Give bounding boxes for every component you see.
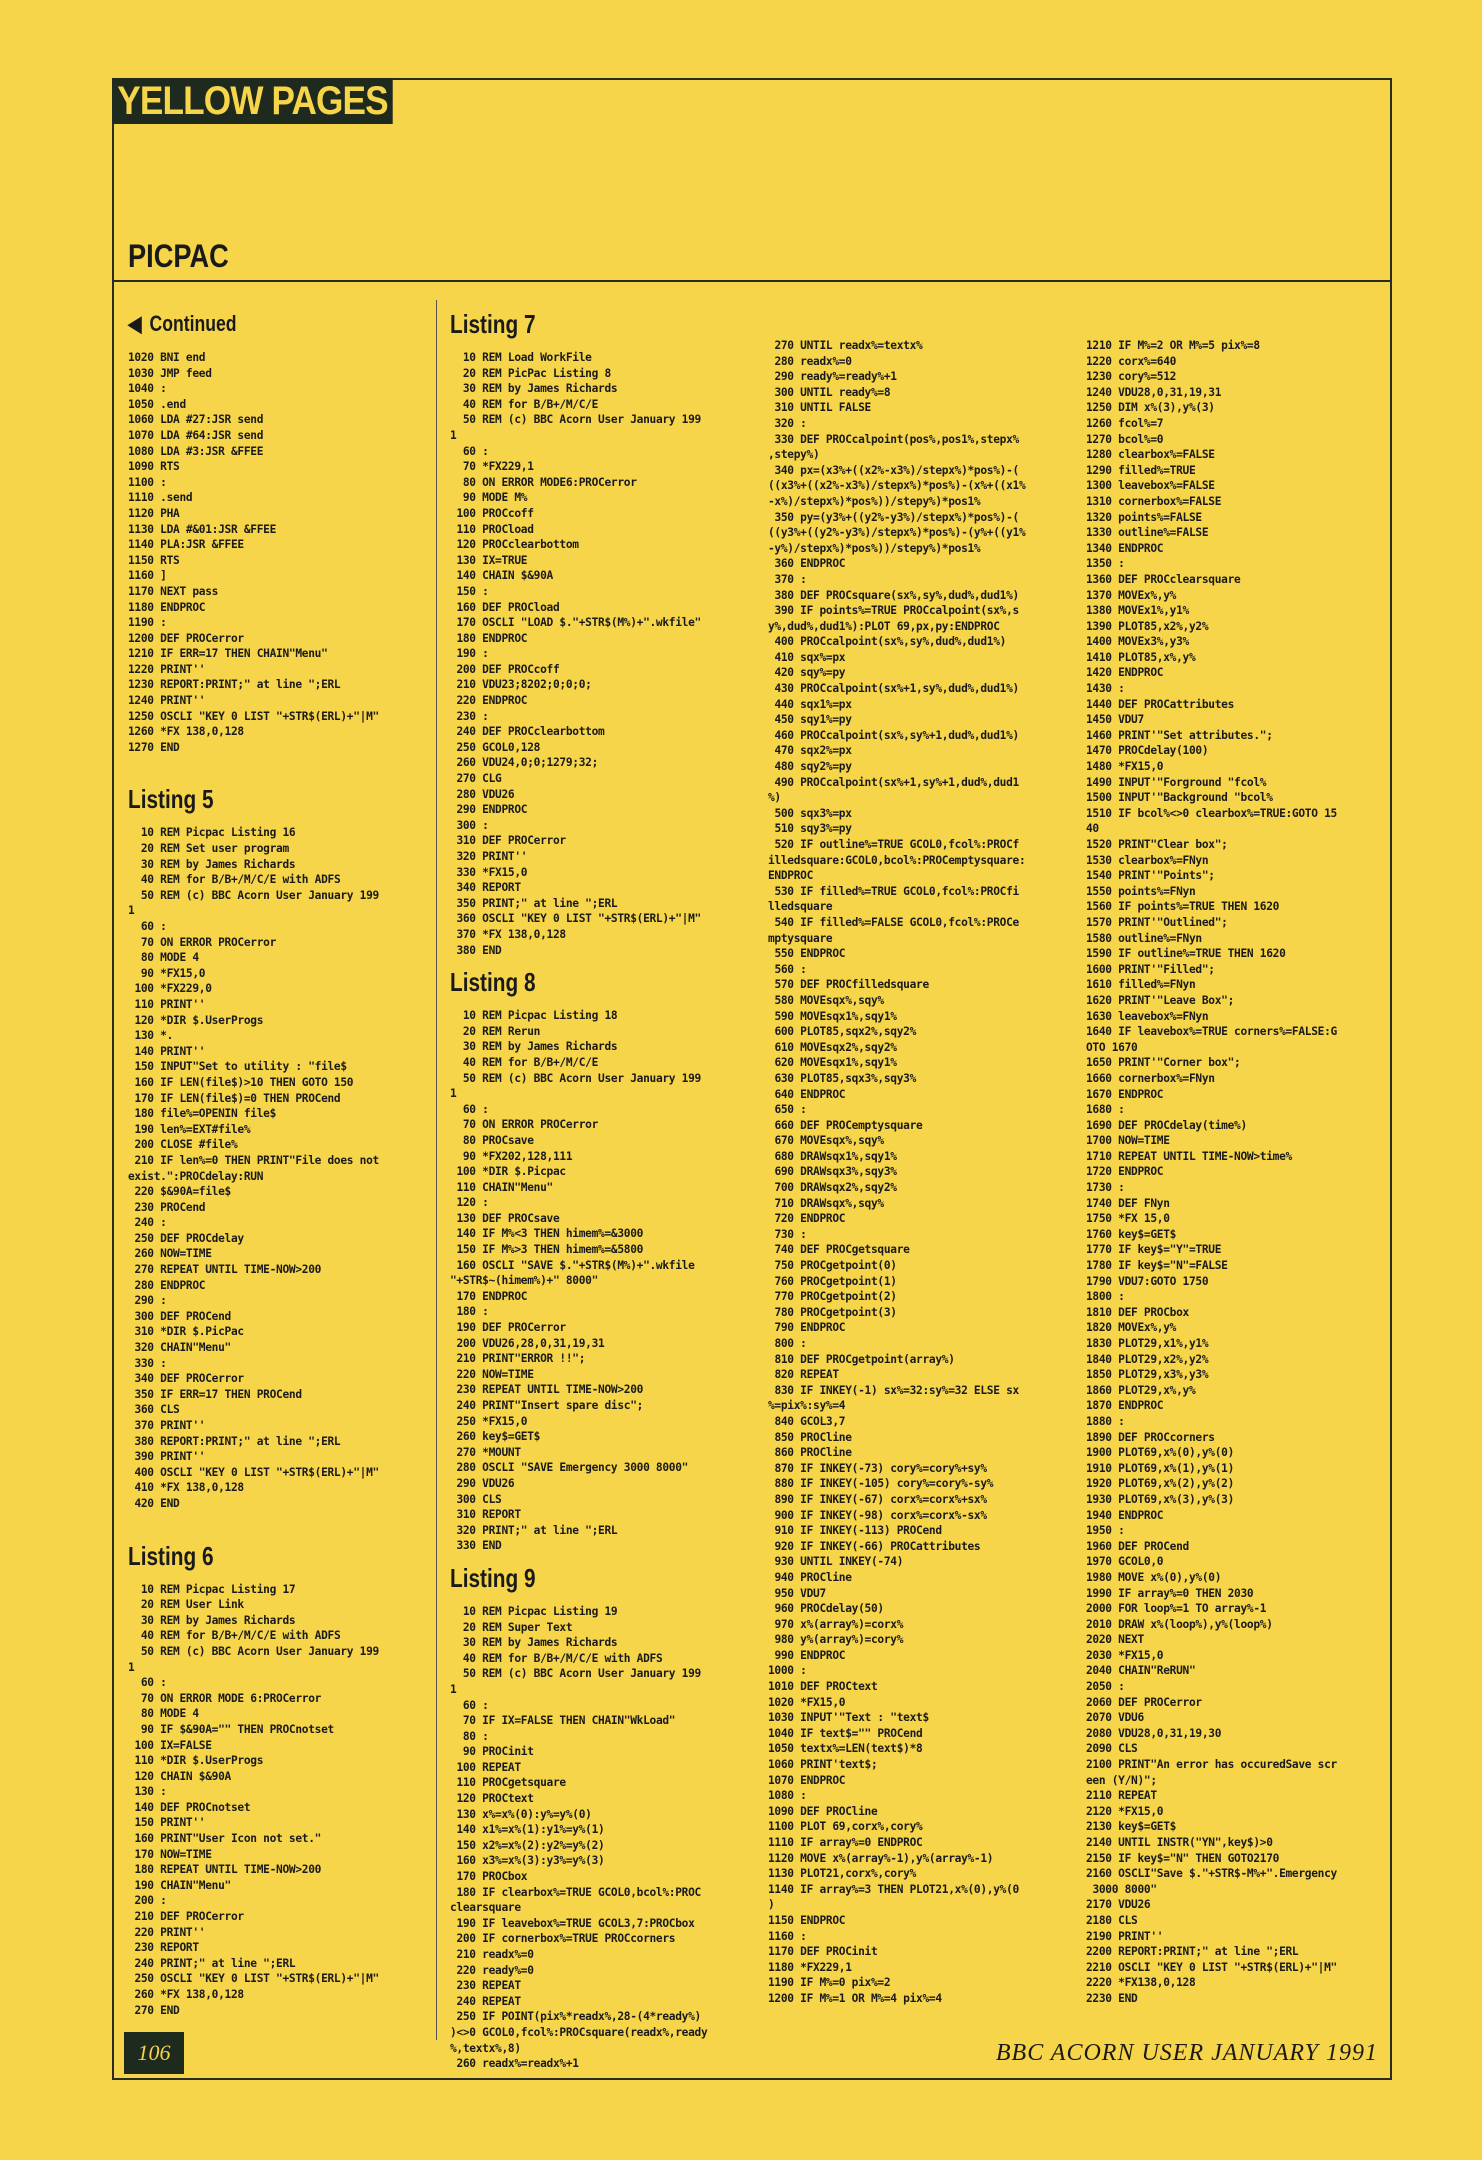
column-divider	[436, 300, 437, 2040]
code-listing-5: 10 REM Picpac Listing 16 20 REM Set user program 30 REM by James Richards 40 REM for B/B+/M/C/E with ADFS 50 REM (c) BBC Acorn User January 199 1 60 : 70 ON ERROR PROCerror 80 MODE 4 90 *FX15,0 100 *FX229,0 110 PRINT'' 120 *DIR $.UserProgs 130 *. 140 PRINT'' 150 INPUT"Set to utility : "file$ 160 IF LEN(file$)>10 THEN GOTO 150 170 IF LEN(file$)=0 THEN PROCend 180 file%=OPENIN file$ 190 len%=EXT#file% 200 CLOSE #file% 210 IF len%=0 THEN PRINT"File does not exist.":PROCdelay:RUN 220 $&90A=file$ 230 PROCend 240 : 250 DEF PROCdelay 260 NOW=TIME 270 REPEAT UNTIL TIME-NOW>200 280 ENDPROC 290 : 300 DEF PROCend 310 *DIR $.PicPac 320 CHAIN"Menu" 330 : 340 DEF PROCerror 350 IF ERR=17 THEN PROCend 360 CLS 370 PRINT'' 380 REPORT:PRINT;" at line ";ERL 390 PRINT'' 400 OSCLI "KEY 0 LIST "+STR$(ERL)+"|M" 410 *FX 138,0,128 420 END	[128, 826, 379, 1510]
code-listing-9-cont-2: 1210 IF M%=2 OR M%=5 pix%=8 1220 corx%=640 1230 cory%=512 1240 VDU28,0,31,19,31 1250 DIM x%(3),y%(3) 1260 fcol%=7 1270 bcol%=0 1280 clearbox%=FALSE 1290 filled%=TRUE 1300 leavebox%=FALSE 1310 cornerbox%=FALSE 1320 points%=FALSE 1330 outline%=FALSE 1340 ENDPROC 1350 : 1360 DEF PROCclearsquare 1370 MOVEx%,y% 1380 MOVEx1%,y1% 1390 PLOT85,x2%,y2% 1400 MOVEx3%,y3% 1410 PLOT85,x%,y% 1420 ENDPROC 1430 : 1440 DEF PROCattributes 1450 VDU7 1460 PRINT'"Set attributes."; 1470 PROCdelay(100) 1480 *FX15,0 1490 INPUT'"Forground "fcol% 1500 INPUT'"Background "bcol% 1510 IF bcol%<>0 clearbox%=TRUE:GOTO 15 40 1520 PRINT"Clear box"; 1530 clearbox%=FNyn 1540 PRINT'"Points"; 1550 points%=FNyn 1560 IF points%=TRUE THEN 1620 1570 PRINT'"Outlined"; 1580 outline%=FNyn 1590 IF outline%=TRUE THEN 1620 1600 PRINT'"Filled"; 1610 filled%=FNyn 1620 PRINT'"Leave Box"; 1630 leavebox%=FNyn 1640 IF leavebox%=TRUE corners%=FALSE:G OTO 1670 1650 PRINT'"Corner box"; 1660 cornerbox%=FNyn 1670 ENDPROC 1680 : 1690 DEF PROCdelay(time%) 1700 NOW=TIME 1710 REPEAT UNTIL TIME-NOW>time% 1720 ENDPROC 1730 : 1740 DEF FNyn 1750 *FX 15,0 1760 key$=GET$ 1770 IF key$="Y"=TRUE 1780 IF key$="N"=FALSE 1790 VDU7:GOTO 1750 1800 : 1810 DEF PROCbox 1820 MOVEx%,y% 1830 PLOT29,x1%,y1% 1840 PLOT29,x2%,y2% 1850 PLOT29,x3%,y3% 1860 PLOT29,x%,y% 1870 ENDPROC 1880 : 1890 DEF PROCcorners 1900 PLOT69,x%(0),y%(0) 1910 PLOT69,x%(1),y%(1) 1920 PLOT69,x%(2),y%(2) 1930 PLOT69,x%(3),y%(3) 1940 ENDPROC 1950 : 1960 DEF PROCend 1970 GCOL0,0 1980 MOVE x%(0),y%(0) 1990 IF array%=0 THEN 2030 2000 FOR loop%=1 TO array%-1 2010 DRAW x%(loop%),y%(loop%) 2020 NEXT 2030 *FX15,0 2040 CHAIN"ReRUN" 2050 : 2060 DEF PROCerror 2070 VDU6 2080 VDU28,0,31,19,30 2090 CLS 2100 PRINT"An error has occuredSave scr een (Y/N)"; 2110 REPEAT 2120 *FX15,0 2130 key$=GET$ 2140 UNTIL INSTR("YN",key$)>0 2150 IF key$="N" THEN GOTO2170 2160 OSCLI"Save $."+STR$-M%+".Emergency 3000 8000" 2170 VDU26 2180 CLS 2190 PRINT'' 2200 REPORT:PRINT;" at line ";ERL 2210 OSCLI "KEY 0 LIST "+STR$(ERL)+"|M" 2220 *FX138,0,128 2230 END	[1086, 339, 1337, 2005]
header-divider	[112, 280, 1392, 282]
listing-7-heading: Listing 7	[450, 309, 536, 339]
left-arrow-icon: ◀	[128, 311, 142, 336]
listing-8-heading: Listing 8	[450, 967, 536, 998]
code-listing-6: 10 REM Picpac Listing 17 20 REM User Link 30 REM by James Richards 40 REM for B/B+/M/C/E with ADFS 50 REM (c) BBC Acorn User January 199 1 60 : 70 ON ERROR MODE 6:PROCerror 80 MODE 4 90 IF $&90A="" THEN PROCnotset 100 IX=FALSE 110 *DIR $.UserProgs 120 CHAIN $&90A 130 : 140 DEF PROCnotset 150 PRINT'' 160 PRINT"User Icon not set." 170 NOW=TIME 180 REPEAT UNTIL TIME-NOW>200 190 CHAIN"Menu" 200 : 210 DEF PROCerror 220 PRINT'' 230 REPORT 240 PRINT;" at line ";ERL 250 OSCLI "KEY 0 LIST "+STR$(ERL)+"|M" 260 *FX 138,0,128 270 END	[128, 1582, 379, 2017]
listing-5-heading: Listing 5	[128, 784, 214, 815]
article-title: PICPAC	[128, 238, 229, 274]
section-title: YELLOW PAGES	[112, 78, 393, 124]
code-column-2	[450, 300, 740, 2072]
page-number: 106	[124, 2032, 184, 2074]
continued-heading: ◀ Continued	[128, 306, 360, 342]
code-column-1	[128, 300, 418, 2018]
code-listing-8: 10 REM Picpac Listing 18 20 REM Rerun 30 REM by James Richards 40 REM for B/B+/M/C/E 50 REM (c) BBC Acorn User January 199 1 60 : 70 ON ERROR PROCerror 80 PROCsave 90 *FX202,128,111 100 *DIR $.Picpac 110 CHAIN"Menu" 120 : 130 DEF PROCsave 140 IF M%<3 THEN himem%=&3000 150 IF M%>3 THEN himem%=&5800 160 OSCLI "SAVE $."+STR$(M%)+".wkfile "+STR$~(himem%)+" 8000" 170 ENDPROC 180 : 190 DEF PROCerror 200 VDU26,28,0,31,19,31 210 PRINT"ERROR !!"; 220 NOW=TIME 230 REPEAT UNTIL TIME-NOW>200 240 PRINT"Insert spare disc"; 250 *FX15,0 260 key$=GET$ 270 *MOUNT 280 OSCLI "SAVE Emergency 3000 8000" 290 VDU26 300 CLS 310 REPORT 320 PRINT;" at line ";ERL 330 END	[450, 1009, 701, 1553]
code-listing-9-cont: 270 UNTIL readx%=textx% 280 readx%=0 290 ready%=ready%+1 300 UNTIL ready%=8 310 UNTIL FALSE 320 : 330 DEF PROCcalpoint(pos%,pos1%,stepx% ,stepy%) 340 px=(x3%+((x2%-x3%)/stepx%)*pos%)-( ((x3%+((x2%-x3%)/stepx%)*pos%)-(x%+((x1% -x%)/stepx%)*pos%))/stepy%)*pos1% 350 py=(y3%+((y2%-y3%)/stepx%)*pos%)-( ((y3%+((y2%-y3%)/stepx%)*pos%)-(y%+((y1% -y%)/stepx%)*pos%))/stepy%)*pos1% 360 ENDPROC 370 : 380 DEF PROCsquare(sx%,sy%,dud%,dud1%) 390 IF points%=TRUE PROCcalpoint(sx%,s y%,dud%,dud1%):PLOT 69,px,py:ENDPROC 400 PROCcalpoint(sx%,sy%,dud%,dud1%) 410 sqx%=px 420 sqy%=py 430 PROCcalpoint(sx%+1,sy%,dud%,dud1%) 440 sqx1%=px 450 sqy1%=py 460 PROCcalpoint(sx%,sy%+1,dud%,dud1%) 470 sqx2%=px 480 sqy2%=py 490 PROCcalpoint(sx%+1,sy%+1,dud%,dud1 %) 500 sqx3%=px 510 sqy3%=py 520 IF outline%=TRUE GCOL0,fcol%:PROCf illedsquare:GCOL0,bcol%:PROCemptysquare: ENDPROC 530 IF filled%=TRUE GCOL0,fcol%:PROCfi lledsquare 540 IF filled%=FALSE GCOL0,fcol%:PROCe mptysquare 550 ENDPROC 560 : 570 DEF PROCfilledsquare 580 MOVEsqx%,sqy% 590 MOVEsqx1%,sqy1% 600 PLOT85,sqx2%,sqy2% 610 MOVEsqx2%,sqy2% 620 MOVEsqx1%,sqy1% 630 PLOT85,sqx3%,sqy3% 640 ENDPROC 650 : 660 DEF PROCemptysquare 670 MOVEsqx%,sqy% 680 DRAWsqx1%,sqy1% 690 DRAWsqx3%,sqy3% 700 DRAWsqx2%,sqy2% 710 DRAWsqx%,sqy% 720 ENDPROC 730 : 740 DEF PROCgetsquare 750 PROCgetpoint(0) 760 PROCgetpoint(1) 770 PROCgetpoint(2) 780 PROCgetpoint(3) 790 ENDPROC 800 : 810 DEF PROCgetpoint(array%) 820 REPEAT 830 IF INKEY(-1) sx%=32:sy%=32 ELSE sx %=pix%:sy%=4 840 GCOL3,7 850 PROCline 860 PROCline 870 IF INKEY(-73) cory%=cory%+sy% 880 IF INKEY(-105) cory%=cory%-sy% 890 IF INKEY(-67) corx%=corx%+sx% 900 IF INKEY(-98) corx%=corx%-sx% 910 IF INKEY(-113) PROCend 920 IF INKEY(-66) PROCattributes 930 UNTIL INKEY(-74) 940 PROCline 950 VDU7 960 PROCdelay(50) 970 x%(array%)=corx% 980 y%(array%)=cory% 990 ENDPROC 1000 : 1010 DEF PROCtext 1020 *FX15,0 1030 INPUT'"Text : "text$ 1040 IF text$="" PROCend 1050 textx%=LEN(text$)*8 1060 PRINT'text$; 1070 ENDPROC 1080 : 1090 DEF PROCline 1100 PLOT 69,corx%,cory% 1110 IF array%=0 ENDPROC 1120 MOVE x%(array%-1),y%(array%-1) 1130 PLOT21,corx%,cory% 1140 IF array%=3 THEN PLOT21,x%(0),y%(0 ) 1150 ENDPROC 1160 : 1170 DEF PROCinit 1180 *FX229,1 1190 IF M%=0 pix%=2 1200 IF M%=1 OR M%=4 pix%=4	[768, 339, 1026, 2005]
code-column-4	[1086, 338, 1376, 2007]
listing-9-heading: Listing 9	[450, 1562, 536, 1593]
listing-6-heading: Listing 6	[128, 1540, 214, 1571]
magazine-footer: BBC ACORN USER JANUARY 1991	[995, 2040, 1378, 2066]
code-listing-7: 10 REM Load WorkFile 20 REM PicPac Listing 8 30 REM by James Richards 40 REM for B/B+/M/C/E 50 REM (c) BBC Acorn User January 199 1 60 : 70 *FX229,1 80 ON ERROR MODE6:PROCerror 90 MODE M% 100 PROCcoff 110 PROCload 120 PROCclearbottom 130 IX=TRUE 140 CHAIN $&90A 150 : 160 DEF PROCload 170 OSCLI "LOAD $."+STR$(M%)+".wkfile" 180 ENDPROC 190 : 200 DEF PROCcoff 210 VDU23;8202;0;0;0; 220 ENDPROC 230 : 240 DEF PROCclearbottom 250 GCOL0,128 260 VDU24,0;0;1279;32; 270 CLG 280 VDU26 290 ENDPROC 300 : 310 DEF PROCerror 320 PRINT'' 330 *FX15,0 340 REPORT 350 PRINT;" at line ";ERL 360 OSCLI "KEY 0 LIST "+STR$(ERL)+"|M" 370 *FX 138,0,128 380 END	[450, 351, 701, 957]
code-column-3	[768, 338, 1058, 2007]
code-listing-continued: 1020 BNI end 1030 JMP feed 1040 : 1050 .end 1060 LDA #27:JSR send 1070 LDA #64:JSR send 1080 LDA #3:JSR &FFEE 1090 RTS 1100 : 1110 .send 1120 PHA 1130 LDA #&01:JSR &FFEE 1140 PLA:JSR &FFEE 1150 RTS 1160 ] 1170 NEXT pass 1180 ENDPROC 1190 : 1200 DEF PROCerror 1210 IF ERR=17 THEN CHAIN"Menu" 1220 PRINT'' 1230 REPORT:PRINT;" at line ";ERL 1240 PRINT'' 1250 OSCLI "KEY 0 LIST "+STR$(ERL)+"|M" 1260 *FX 138,0,128 1270 END	[128, 351, 379, 754]
code-listing-9: 10 REM Picpac Listing 19 20 REM Super Text 30 REM by James Richards 40 REM for B/B+/M/C/E with ADFS 50 REM (c) BBC Acorn User January 199 1 60 : 70 IF IX=FALSE THEN CHAIN"WkLoad" 80 : 90 PROCinit 100 REPEAT 110 PROCgetsquare 120 PROCtext 130 x%=x%(0):y%=y%(0) 140 x1%=x%(1):y1%=y%(1) 150 x2%=x%(2):y2%=y%(2) 160 x3%=x%(3):y3%=y%(3) 170 PROCbox 180 IF clearbox%=TRUE GCOL0,bcol%:PROC clearsquare 190 IF leavebox%=TRUE GCOL3,7:PROCbox 200 IF cornerbox%=TRUE PROCcorners 210 readx%=0 220 ready%=0 230 REPEAT 240 REPEAT 250 IF POINT(pix%*readx%,28-(4*ready%) )<>0 GCOL0,fcol%:PROCsquare(readx%,ready %,textx%,8) 260 readx%=readx%+1	[450, 1604, 708, 2071]
